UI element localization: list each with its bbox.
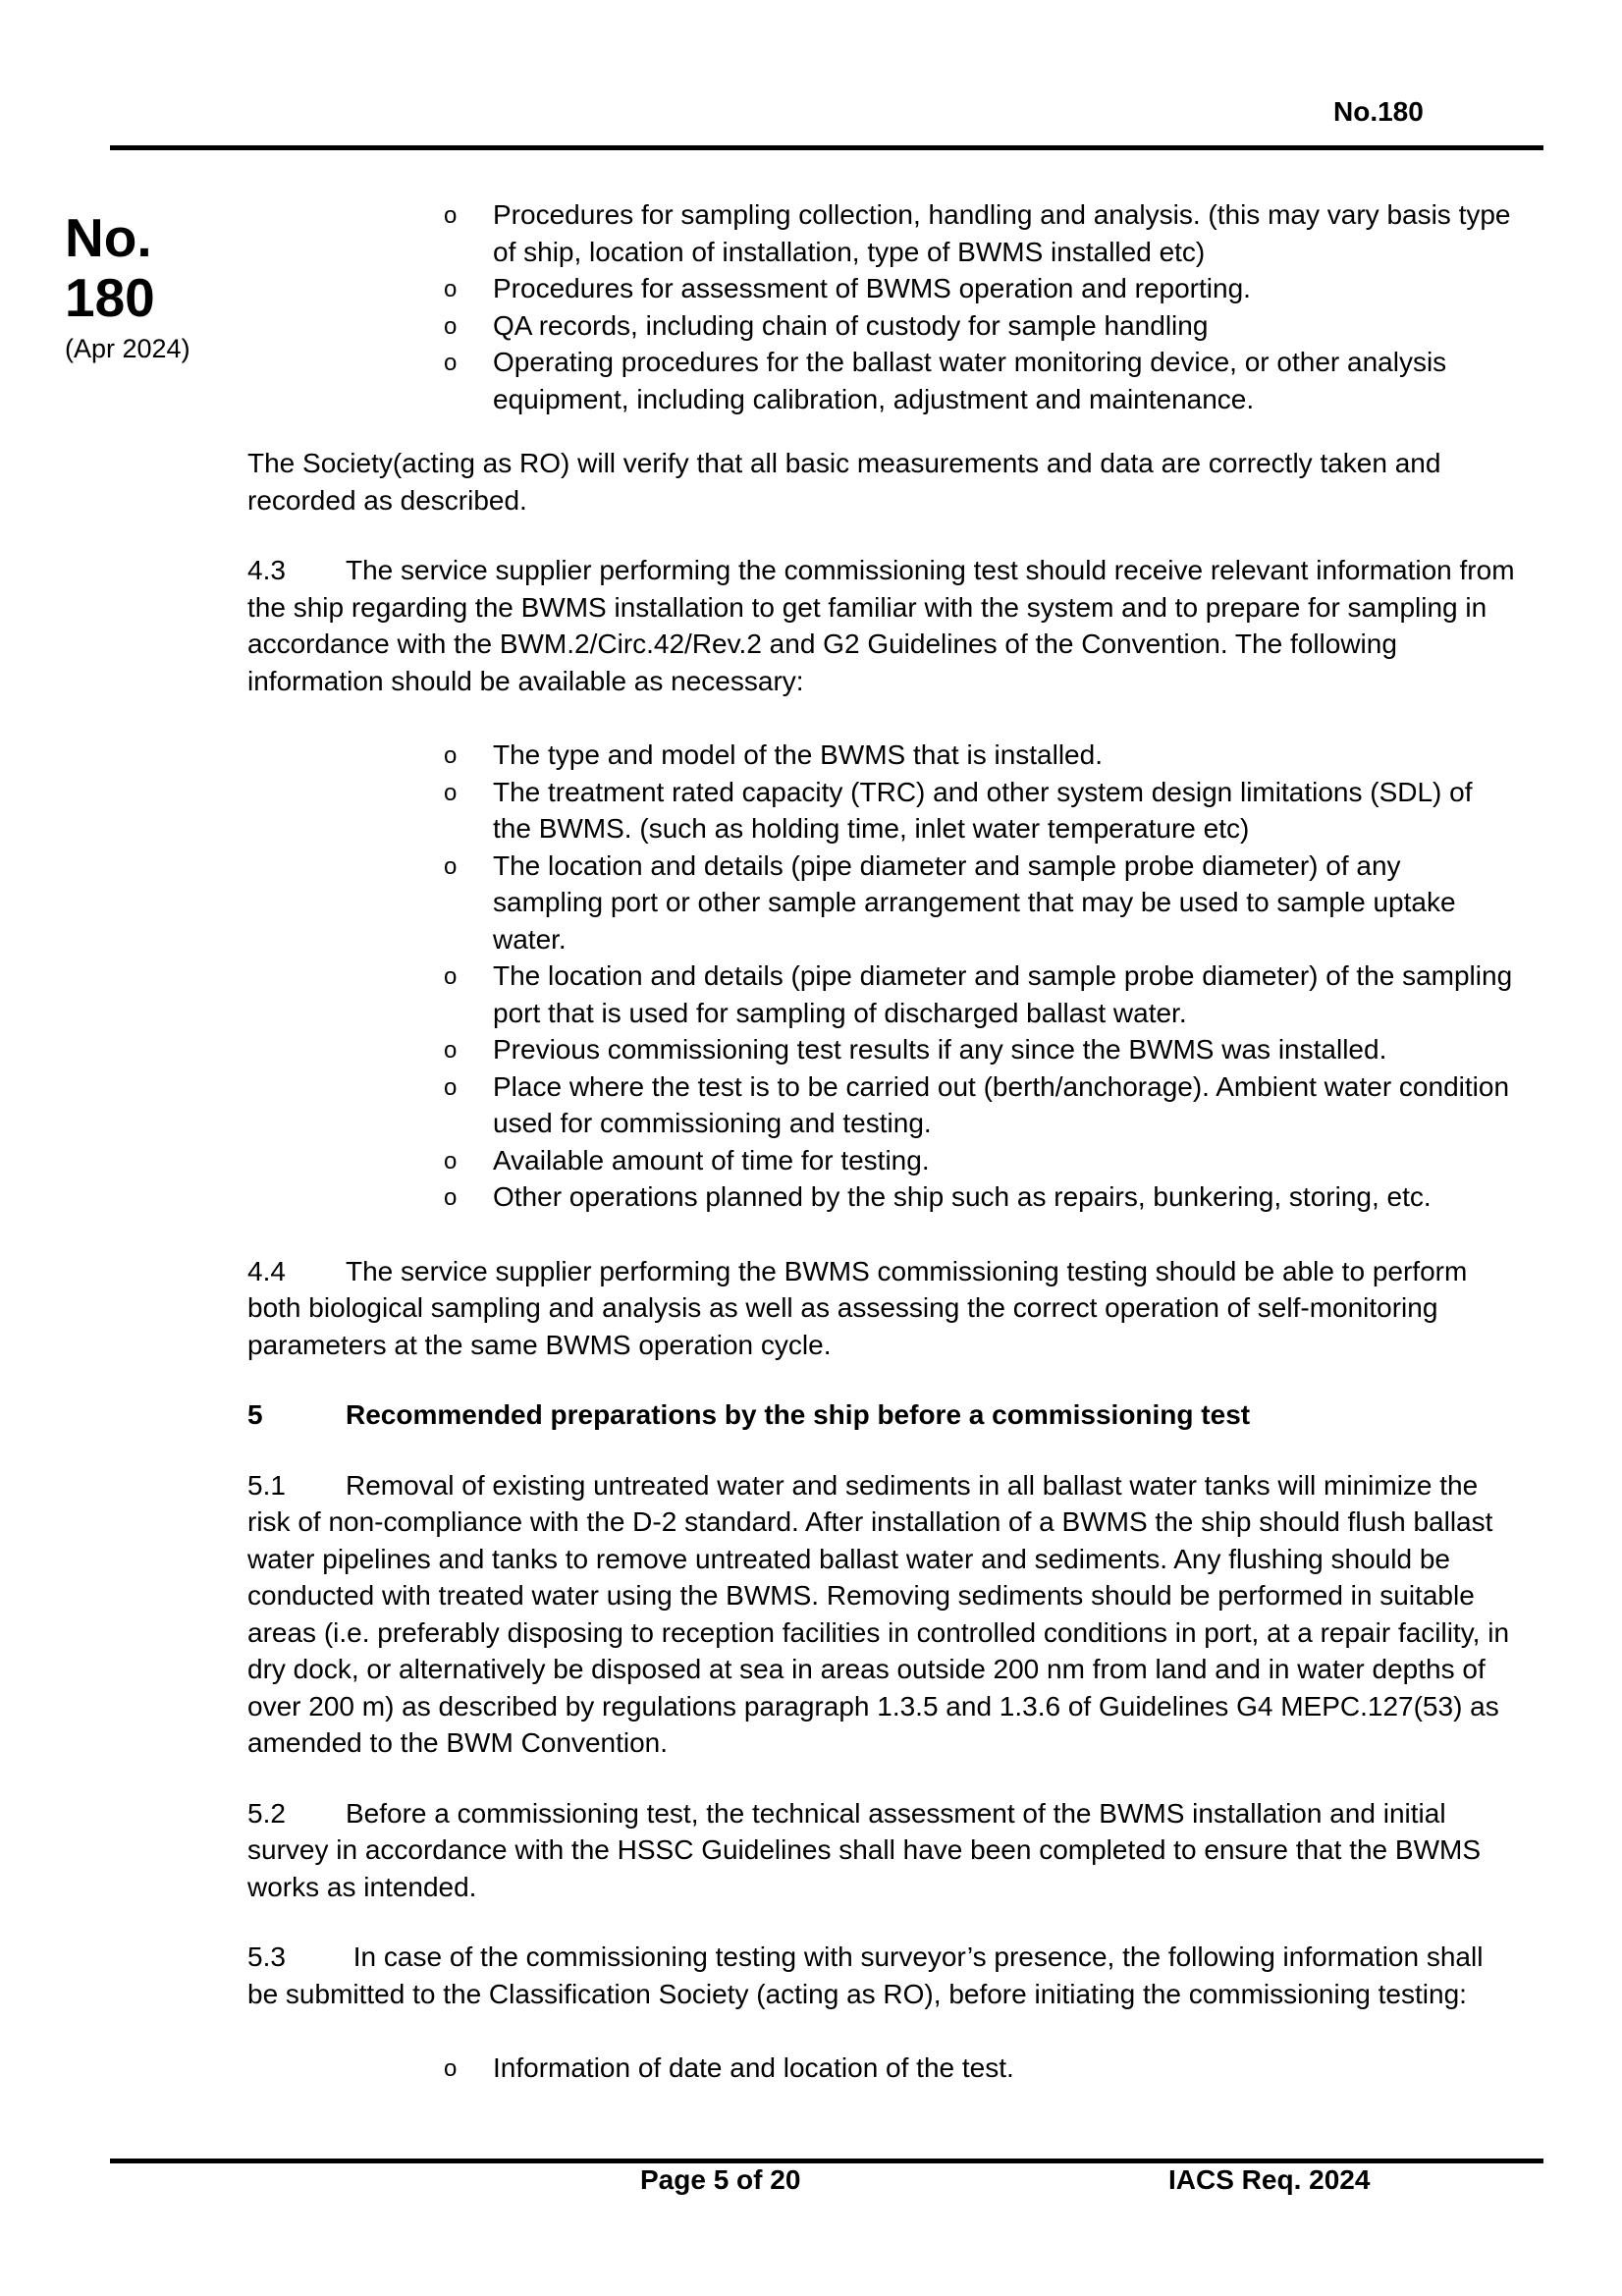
list-item: o The location and details (pipe diameter and sample probe diameter) of the sampling port that is used for sampling of discharged ballast water. xyxy=(444,957,1516,1031)
paragraph-4-3: 4.3 The service supplier performing the commissioning test should receive relevant information from the ship regarding the BWMS installation to get familiar with the system and to prepare for sampling in accordance with the BWM.2/Circ.42/Rev.2 and G2 Guidelines of the Convention. The following information should be available as necessary: xyxy=(247,552,1516,699)
list-item: o Information of date and location of the test. xyxy=(444,2050,1516,2087)
bullet-icon: o xyxy=(444,312,458,340)
bullet-icon: o xyxy=(444,2055,458,2082)
paragraph-number: 5.1 xyxy=(247,1469,286,1501)
side-date: (Apr 2024) xyxy=(65,334,190,363)
list-item: o The location and details (pipe diameter and sample probe diameter) of any sampling port or other sample arrangement that may be used to sample uptake water. xyxy=(444,847,1516,958)
list-item: o QA records, including chain of custody for sample handling xyxy=(444,307,1516,345)
paragraph-society: The Society(acting as RO) will verify that all basic measurements and data are correctly taken and recorded as described. xyxy=(247,448,1441,516)
bullet-icon: o xyxy=(444,350,458,376)
bullet-icon: o xyxy=(444,963,458,990)
bullet-icon: o xyxy=(444,852,458,880)
side-margin-label xyxy=(65,208,232,364)
paragraph-5-1: 5.1 Removal of existing untreated water and sediments in all ballast water tanks will minimize the risk of non-compliance with the D-2 standard. After installation of a BWMS the ship should flush ballast water pipelines and tanks to remove untreated ballast water and sediments. Any flushing should be conducted with treated water using the BWMS. Removing sediments should be performed in suitable areas (i.e. preferably disposing to reception facilities in controlled conditions in port, at a repair facility, in dry dock, or alternatively be disposed at sea in areas outside 200 nm from land and in water depths of over 200 m) as described by regulations paragraph 1.3.5 and 1.3.6 of Guidelines G4 MEPC.127(53) as amended to the BWM Convention. xyxy=(247,1467,1516,1762)
bullet-icon: o xyxy=(444,1037,458,1064)
footer-page-number: Page 5 of 20 xyxy=(640,2164,801,2195)
paragraph-number: 5.3 xyxy=(247,1941,286,1972)
list-item: o The treatment rated capacity (TRC) and other system design limitations (SDL) of the BWMS. (such as holding time, inlet water temperature etc) xyxy=(444,774,1516,847)
list-item: o Operating procedures for the ballast water monitoring device, or other analysis equipment, including calibration, adjustment and maintenance. xyxy=(444,344,1516,417)
paragraph-5-2: 5.2 Before a commissioning test, the technical assessment of the BWMS installation and initial survey in accordance with the HSSC Guidelines shall have been completed to ensure that the BWMS works as intended. xyxy=(247,1795,1516,1906)
list-item: o Previous commissioning test results if any since the BWMS was installed. xyxy=(444,1031,1516,1068)
bullet-icon: o xyxy=(444,1147,458,1175)
bullet-list-information xyxy=(247,737,1516,1216)
paragraph-4-4: 4.4 The service supplier performing the BWMS commissioning testing should be able to perform both biological sampling and analysis as well as assessing the correct operation of self-monitoring parameters at the same BWMS operation cycle. xyxy=(247,1253,1516,1364)
list-item: o Procedures for sampling collection, handling and analysis. (this may vary basis type of ship, location of installation, type of BWMS installed etc) xyxy=(444,196,1516,270)
header-doc-number: No.180 xyxy=(1333,96,1424,127)
section-heading-5: 5 Recommended preparations by the ship before a commissioning test xyxy=(247,1396,1516,1434)
bullet-icon: o xyxy=(444,202,458,229)
bullet-icon: o xyxy=(444,779,458,806)
bullet-icon: o xyxy=(444,1073,458,1101)
paragraph-number: 4.3 xyxy=(247,555,286,585)
paragraph-number: 4.4 xyxy=(247,1255,286,1286)
paragraph-number: 5.2 xyxy=(247,1797,286,1829)
list-item: o Other operations planned by the ship such as repairs, bunkering, storing, etc. xyxy=(444,1178,1516,1216)
bullet-list-submission xyxy=(247,2050,1516,2087)
list-item: o Place where the test is to be carried out (berth/anchorage). Ambient water condition used for commissioning and testing. xyxy=(444,1068,1516,1142)
section-number: 5 xyxy=(247,1399,263,1430)
bullet-icon: o xyxy=(444,1184,458,1211)
top-rule xyxy=(110,145,1543,150)
list-item: o Procedures for assessment of BWMS operation and reporting. xyxy=(444,270,1516,307)
bottom-rule xyxy=(110,2159,1543,2163)
bullet-list-procedures xyxy=(247,196,1516,417)
list-item: o The type and model of the BWMS that is installed. xyxy=(444,737,1516,774)
side-number-value: 180 xyxy=(65,267,155,328)
bullet-icon: o xyxy=(444,742,458,769)
paragraph-5-3: 5.3 In case of the commissioning testing with surveyor’s presence, the following information shall be submitted to the Classification Society (acting as RO), before initiating the commissioning testing: xyxy=(247,1939,1516,2012)
side-number-label: No. xyxy=(65,207,152,268)
list-item: o Available amount of time for testing. xyxy=(444,1142,1516,1179)
document-body xyxy=(247,196,1516,2087)
bullet-icon: o xyxy=(444,276,458,302)
footer-reference: IACS Req. 2024 xyxy=(1168,2164,1371,2195)
